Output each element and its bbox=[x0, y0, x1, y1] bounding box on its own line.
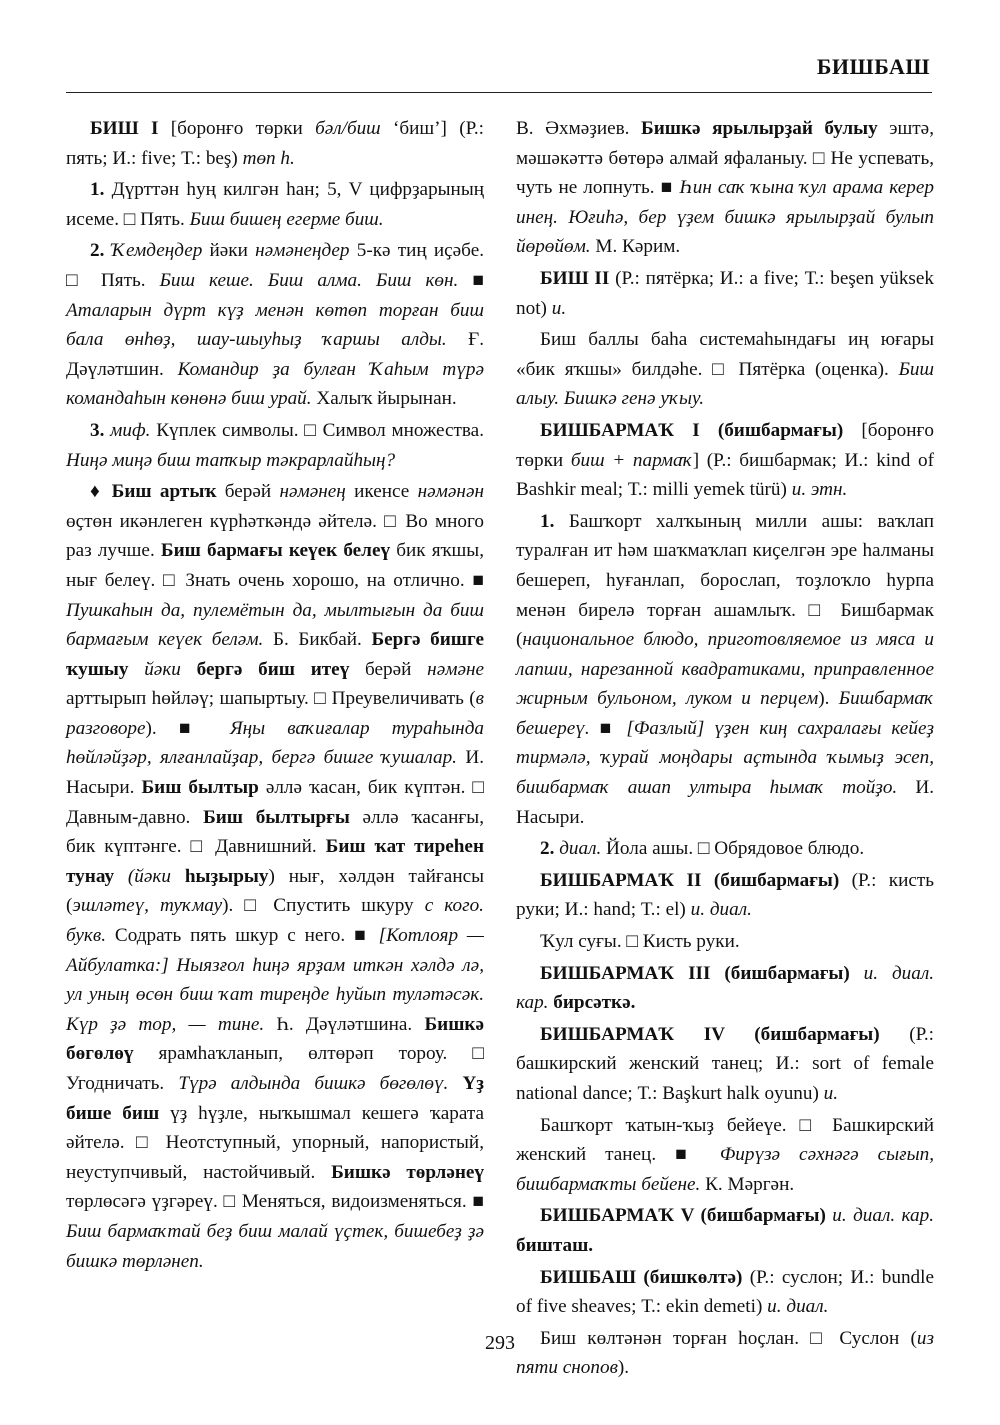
body-text: [боронғо төрки bbox=[516, 419, 934, 471]
italic-text: Биш бармаҡтай беҙ биш малай үҫтек, бишебеҙ ҙә бишкә төрләнеп. bbox=[66, 1220, 484, 1272]
italic-text: Аталарын дүрт күҙ менән көтөп торған биш бала өнһөҙ, шау-шыуһыҙ ҡаршы алды. bbox=[66, 299, 484, 351]
headword-text: бишташ. bbox=[516, 1234, 594, 1256]
body-text bbox=[128, 659, 144, 680]
italic-text: Яңы ваҡиғалар тураһында һөйләйҙәр, ялғанлайҙар, бергә бишге ҡушалар. bbox=[66, 717, 484, 769]
left-column bbox=[66, 114, 484, 1278]
italic-text: нәмәнеңдер bbox=[255, 240, 350, 262]
dictionary-paragraph bbox=[516, 325, 934, 414]
dictionary-paragraph bbox=[516, 1201, 934, 1260]
dictionary-paragraph bbox=[516, 927, 934, 957]
body-text: ярамһаҡланып, өлтөрәп тороу. □ Угодничать. bbox=[66, 1043, 484, 1094]
italic-text: и. bbox=[823, 1083, 839, 1104]
headword-text: БИШБАШ (бишкөлтә) bbox=[540, 1266, 743, 1288]
italic-text: Һин саҡ ҡына ҡул арама керер инең. Юғиһә, бер үҙем бишкә ярылырҙай булып йөрөйөм. bbox=[516, 177, 934, 258]
body-text: өҫтөн икәнлеген күрһәткәндә әйтелә. □ Во много раз лучше. bbox=[66, 510, 484, 562]
italic-text: и. диал. кар. bbox=[832, 1205, 935, 1227]
italic-text: Пушкаһын да, пулемётын да, мылтығын да биш бармағым кеүек беләм. bbox=[66, 599, 484, 651]
italic-text: и. диал. bbox=[690, 899, 752, 921]
italic-text: нәмәнән bbox=[417, 481, 484, 503]
body-text: И. Насыри. bbox=[516, 777, 934, 828]
italic-text: биш + пармаҡ bbox=[570, 449, 693, 471]
body-text: 5-кә тиң иҫәбе. □ Пять. bbox=[66, 240, 485, 291]
italic-text: с кого. букв. bbox=[66, 895, 484, 947]
headword-text: БИШБАРМАҠ IV (бишбармағы) bbox=[540, 1023, 880, 1045]
headword-text: Биш ҡат тиреһен тунау bbox=[66, 836, 485, 887]
italic-text: йәки bbox=[144, 658, 181, 680]
body-text: бик яҡшы, нығ белеү. □ Знать очень хорошо, на отлично. ■ bbox=[66, 540, 484, 591]
body-text: үҙ һүҙле, ныҡышмал кешегә ҡарата әйтелә. □ Неотступный, упорный, напористый, неуступчивый, настойчивый. bbox=[66, 1102, 484, 1183]
body-text bbox=[104, 240, 111, 261]
header-rule bbox=[66, 92, 932, 93]
body-text: әллә ҡасанғы, бик күптәнге. □ Давнишний. bbox=[66, 806, 484, 858]
italic-text: и. этн. bbox=[791, 479, 848, 501]
body-text: ). bbox=[818, 688, 839, 710]
body-text bbox=[181, 659, 197, 680]
italic-text: Командир ҙа булған Ҡаһым түрә командаһын көнөнә биш урай. bbox=[66, 358, 484, 410]
page-number: 293 bbox=[485, 1332, 515, 1354]
body-text: Дүрттән һуң килгән һан; 5, V цифрҙарының исеме. □ Пять. bbox=[66, 179, 484, 230]
italic-text: нәмәнең bbox=[279, 481, 346, 503]
italic-text: [Фазлый] үҙен киң сахралағы кейеҙ тирмәлә, ҡурай моңдары аҫтында ҡымыҙ эсеп, бишбармаҡ ашап ултыра һымаҡ тойҙо. bbox=[516, 717, 934, 799]
dictionary-paragraph bbox=[66, 175, 484, 234]
body-text: ] (Р.: бишбармак; И.: kind of Bashkir meal; Т.: milli yemek türü) bbox=[516, 449, 934, 501]
headword-text: бергә биш итеү bbox=[196, 658, 350, 680]
italic-text: Ниңә миңә биш тапҡыр тәкрарлайһың? bbox=[66, 449, 396, 471]
dictionary-paragraph bbox=[516, 507, 934, 833]
headword-text: Бергә бишге ҡушыу bbox=[66, 629, 484, 680]
headword-text: БИШБАРМАҠ II (бишбармағы) bbox=[540, 869, 840, 891]
dictionary-paragraph bbox=[516, 264, 934, 323]
body-text: ). ■ bbox=[145, 717, 230, 739]
headword-text: Бишкә бөгөлөү bbox=[66, 1013, 484, 1065]
italic-text: диал. bbox=[559, 838, 602, 860]
italic-text: Түрә алдында бишкә бөгөлөү. bbox=[178, 1073, 449, 1094]
body-text: ). □ Спустить шкуру bbox=[222, 895, 425, 917]
body-text: В. Әхмәҙиев. bbox=[516, 118, 642, 139]
body-text: Ҡул суғы. □ Кисть руки. bbox=[540, 931, 740, 953]
body-text: ) нығ, хәлдән тайғансы ( bbox=[66, 865, 484, 917]
body-text bbox=[114, 866, 128, 887]
headword-text: Бишкә төрләнеү bbox=[331, 1161, 484, 1183]
body-text: Башҡорт ҡатын-ҡыҙ бейеүе. □ Башкирский женский танец. ■ bbox=[516, 1114, 934, 1166]
italic-text: из пяти снопов bbox=[516, 1327, 934, 1379]
body-text: ). bbox=[617, 1357, 630, 1379]
italic-text: Фирүзә сәхнәгә сығып, бишбармаҡты бейене. bbox=[516, 1144, 934, 1195]
headword-text: Биш былтырғы bbox=[203, 806, 350, 828]
body-text: берәй bbox=[349, 658, 428, 680]
body-text bbox=[448, 1073, 462, 1094]
headword-text: БИШБАРМАҠ III (бишбармағы) bbox=[540, 962, 850, 984]
headword-text: бирсәткә. bbox=[553, 992, 636, 1014]
body-text: арттырып һөйләү; шапыртыу. □ Преувеличивать ( bbox=[66, 688, 476, 710]
body-text: [боронғо төрки bbox=[158, 118, 316, 139]
body-text: ‘биш’] (Р.: пять; И.: five; Т.: beş) bbox=[66, 118, 484, 169]
dictionary-paragraph bbox=[516, 1263, 934, 1322]
dictionary-paragraph bbox=[516, 114, 934, 262]
headword-text: ♦ Биш артыҡ bbox=[90, 481, 217, 503]
headword-text: БИШБАРМАҠ I (бишбармағы) bbox=[540, 419, 844, 441]
body-text: Биш көлтәнән торған һоҫлан. □ Суслон ( bbox=[540, 1327, 917, 1349]
dictionary-paragraph bbox=[516, 866, 934, 925]
body-text: Содрать пять шкур с него. ■ bbox=[106, 925, 379, 947]
italic-text: Биш бишең егерме биш. bbox=[189, 208, 384, 230]
body-text: К. Мәргән. bbox=[700, 1173, 795, 1195]
italic-text: в разговоре bbox=[66, 688, 484, 739]
body-text: (Р.: пятёрка; И.: a five; Т.: beşen yüksek not) bbox=[516, 267, 934, 319]
body-text: Һ. Дәүләтшина. bbox=[264, 1013, 425, 1035]
italic-text: и. диал. кар. bbox=[516, 962, 935, 1014]
body-text bbox=[171, 866, 185, 887]
headword-text: 2. bbox=[90, 240, 105, 262]
body-text bbox=[850, 963, 864, 984]
italic-text: миф. bbox=[110, 419, 151, 441]
body-text: Ғ. Дәүләтшин. bbox=[66, 329, 484, 380]
body-text: Күплек символы. □ Символ множества. bbox=[150, 419, 484, 441]
dictionary-paragraph bbox=[66, 477, 484, 1276]
italic-text: төп h. bbox=[242, 147, 295, 169]
headword-text: Бишкә ярылырҙай булыу bbox=[641, 118, 878, 139]
headword-text: БИШБАРМАҠ V (бишбармағы) bbox=[540, 1205, 826, 1227]
dictionary-paragraph bbox=[66, 236, 484, 414]
body-text: Йола ашы. □ Обрядовое блюдо. bbox=[601, 838, 865, 860]
italic-text: Ҡемдеңдер bbox=[111, 240, 203, 262]
headword-text: БИШ II bbox=[540, 267, 610, 289]
body-text: Халыҡ йырынан. bbox=[311, 388, 457, 410]
dictionary-paragraph bbox=[516, 416, 934, 505]
italic-text: бәл/биш bbox=[315, 118, 381, 139]
dictionary-paragraph bbox=[66, 416, 484, 475]
italic-text: Биш кеше. Биш алма. Биш көн. bbox=[159, 269, 459, 291]
headword-text: Биш былтыр bbox=[141, 777, 259, 799]
body-text: Башҡорт халҡының милли ашы: ваҡлап туралған ит һәм шаҡмаҡлап киҫелгән эре һалманы бешереп, һуғанлап, борослап, тоҙлоҡло һурпа менән бирелә торған ашамлыҡ. □ Бишбармак ( bbox=[516, 510, 934, 651]
headword-text: 3. bbox=[90, 419, 105, 441]
body-text: (Р.: башкирский женский танец; И.: sort of female national dance; Т.: Başkurt halk oyunu) bbox=[516, 1023, 934, 1104]
headword-text: Үҙ бише биш bbox=[66, 1073, 485, 1124]
headword-text: 1. bbox=[90, 179, 105, 201]
italic-text: национальное блюдо, приготовляемое из мяса и лапши, нарезанной квадратиками, приправленное жирным бульоном, луком и перцем bbox=[516, 629, 934, 710]
right-column bbox=[516, 114, 934, 1385]
body-text: йәки bbox=[202, 240, 256, 262]
body-text: төрлөсәгә үҙгәреү. □ Меняться, видоизменяться. ■ bbox=[66, 1191, 484, 1213]
body-text: әллә ҡасан, бик күптән. □ Давным-давно. bbox=[66, 777, 484, 828]
dictionary-paragraph bbox=[66, 114, 484, 173]
headword-text: Биш бармағы кеүек белеү bbox=[160, 540, 391, 562]
body-text: икенсе bbox=[345, 481, 418, 503]
running-head: БИШБАШ bbox=[816, 54, 930, 79]
body-text: Б. Бикбай. bbox=[263, 629, 372, 651]
headword-text: һыҙырыу bbox=[184, 865, 269, 887]
body-text: И. Насыри. bbox=[66, 747, 484, 799]
italic-text: и. bbox=[551, 297, 567, 319]
body-text: (Р.: кисть руки; И.: hand; Т.: el) bbox=[516, 869, 935, 921]
dictionary-paragraph bbox=[516, 1111, 934, 1200]
body-text: (Р.: суслон; И.: bundle of five sheaves; Т.: ekin demeti) bbox=[516, 1266, 934, 1318]
dictionary-paragraph bbox=[516, 1020, 934, 1109]
headword-text: БИШ I bbox=[90, 118, 159, 139]
dictionary-paragraph bbox=[516, 959, 934, 1018]
italic-text: нәмәне bbox=[427, 658, 485, 680]
headword-text: 1. bbox=[540, 510, 555, 532]
italic-text: [Котлояр — Айбулатка:] Ныязғол һиңә ярҙам иткән хәлдә лә, ул уның өсөн биш ҡат тиреңде һуйып туләтәсәк. Күр ҙә тор, — тине. bbox=[66, 925, 484, 1035]
italic-text: Бишбармаҡ бешереү. bbox=[516, 688, 934, 739]
italic-text: и. диал. bbox=[767, 1296, 829, 1318]
italic-text: Биш алыу. Бишкә генә уҡыу. bbox=[516, 358, 934, 410]
italic-text: эшләтеү, туҡмау bbox=[72, 895, 223, 917]
italic-text: (йәки bbox=[127, 865, 171, 887]
dictionary-paragraph bbox=[516, 834, 934, 864]
body-text: М. Кәрим. bbox=[590, 236, 681, 258]
body-text: Биш баллы баһа системаһындағы иң юғары «бик яҡшы» билдәһе. □ Пятёрка (оценка). bbox=[516, 329, 934, 380]
body-text: ■ bbox=[458, 269, 484, 291]
body-text: эштә, мәшәкәттә бөтөрә алмай яфаланыу. □ Не успевать, чуть не лопнуть. ■ bbox=[516, 118, 934, 199]
body-text: ■ bbox=[589, 717, 627, 739]
headword-text: 2. bbox=[540, 838, 555, 860]
body-text: берәй bbox=[216, 481, 280, 503]
